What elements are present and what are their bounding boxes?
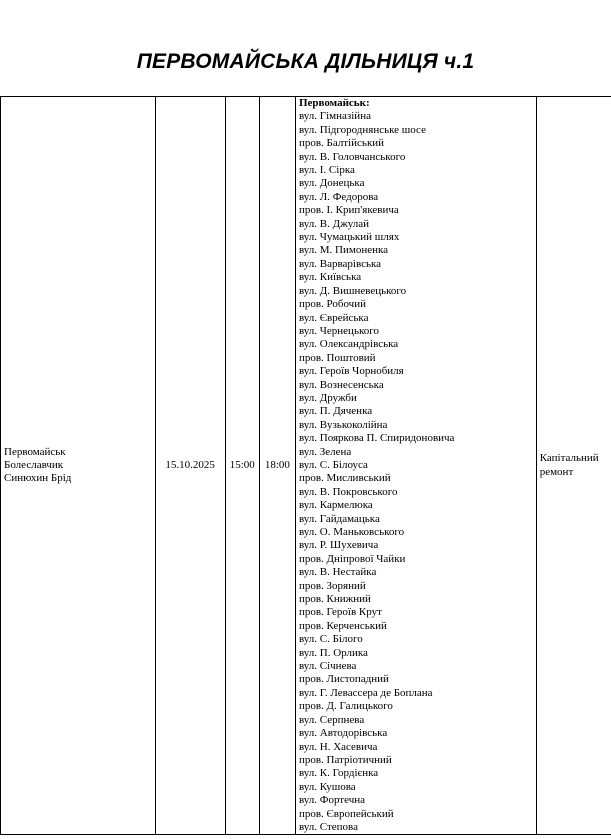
date-cell: 15.10.2025 <box>155 97 225 835</box>
street-item: вул. Гайдамацька <box>298 512 380 525</box>
street-item: вул. Л. Федорова <box>298 190 379 203</box>
street-item: вул. В. Головчанського <box>298 150 406 163</box>
street-item: вул. Кушова <box>298 780 356 793</box>
street-item: вул. К. Гордієнка <box>298 767 379 780</box>
street-item: вул. Донецька <box>298 177 365 190</box>
work-type-text: ремонт <box>539 465 574 478</box>
street-item: пров. Дніпрової Чайки <box>298 552 406 565</box>
street-item: вул. В. Покровського <box>298 485 398 498</box>
street-item: вул. Варварівська <box>298 257 382 270</box>
street-item: пров. Патріотичний <box>298 753 392 766</box>
street-item: вул. М. Пимоненка <box>298 244 389 257</box>
street-item: вул. Н. Хасевича <box>298 740 378 753</box>
street-item: вул. В. Нестайка <box>298 566 377 579</box>
street-item: вул. Г. Левассера де Боплана <box>298 686 433 699</box>
street-item: вул. П. Орлика <box>298 646 368 659</box>
page-title: ПЕРВОМАЙСЬКА ДІЛЬНИЦЯ ч.1 <box>136 50 475 73</box>
street-item: вул. П. Дяченка <box>298 405 373 418</box>
street-item: вул. Д. Вишневецького <box>298 284 407 297</box>
street-item: пров. Поштовий <box>298 351 376 364</box>
street-item: вул. Р. Шухевича <box>298 539 379 552</box>
work-type-cell <box>536 97 611 835</box>
settlements-cell <box>1 97 156 835</box>
start-time-cell: 15:00 <box>225 97 259 835</box>
street-item: вул. Фортечна <box>298 794 366 807</box>
outage-table <box>0 96 611 835</box>
street-item: пров. Листопадний <box>298 673 389 686</box>
table-row <box>1 97 611 835</box>
street-item: вул. Чернецького <box>298 324 379 337</box>
street-item: вул. Героїв Чорнобиля <box>298 365 404 378</box>
street-item: вул. Київська <box>298 271 362 284</box>
street-item: вул. Підгороднянське шосе <box>298 123 426 136</box>
street-item: вул. Олександрівська <box>298 338 399 351</box>
settlement-name: Болеславчик <box>4 458 64 471</box>
street-item: вул. Степова <box>298 820 358 833</box>
street-item: пров. Героїв Крут <box>298 606 382 619</box>
street-item: вул. С. Білого <box>298 633 363 646</box>
street-item: пров. Книжний <box>298 593 371 606</box>
street-item: вул. Пояркова П. Спиридоновича <box>298 432 455 445</box>
street-item: пров. Балтійський <box>298 137 385 150</box>
street-item: вул. Дружби <box>298 391 357 404</box>
street-item: вул. Єврейська <box>298 311 369 324</box>
street-item: вул. Вознесенська <box>298 378 384 391</box>
end-time-cell: 18:00 <box>259 97 295 835</box>
street-item: вул. Вузькоколійна <box>298 418 388 431</box>
street-item: вул. Гімназійна <box>298 110 371 123</box>
street-item: вул. Зелена <box>298 445 352 458</box>
work-type-text: Капітальний <box>539 452 599 465</box>
street-item: вул. Серпнева <box>298 713 365 726</box>
street-item: пров. Робочий <box>298 298 366 311</box>
street-item: пров. Д. Галицького <box>298 700 393 713</box>
street-item: пров. І. Крип'якевича <box>298 204 399 217</box>
street-item: вул. І. Сірка <box>298 164 355 177</box>
street-list <box>299 110 533 834</box>
street-item: вул. Кармелюка <box>298 499 373 512</box>
settlement-name: Первомайськ <box>4 445 66 458</box>
street-item: вул. С. Білоуса <box>298 458 368 471</box>
street-item: пров. Європейський <box>298 807 394 820</box>
addresses-cell <box>295 97 536 835</box>
street-item: вул. Січнева <box>298 660 357 673</box>
settlement-name: Синюхин Брід <box>4 472 72 485</box>
street-item: пров. Мисливський <box>298 472 391 485</box>
address-heading: Первомайськ: <box>298 97 370 109</box>
street-item: вул. В. Джулай <box>298 217 369 230</box>
street-item: вул. Автодорівська <box>298 727 388 740</box>
street-item: вул. Чумацький шлях <box>298 231 400 244</box>
street-item: пров. Зоряний <box>298 579 366 592</box>
street-item: пров. Керченський <box>298 619 387 632</box>
street-item: вул. О. Маньковського <box>298 526 405 538</box>
